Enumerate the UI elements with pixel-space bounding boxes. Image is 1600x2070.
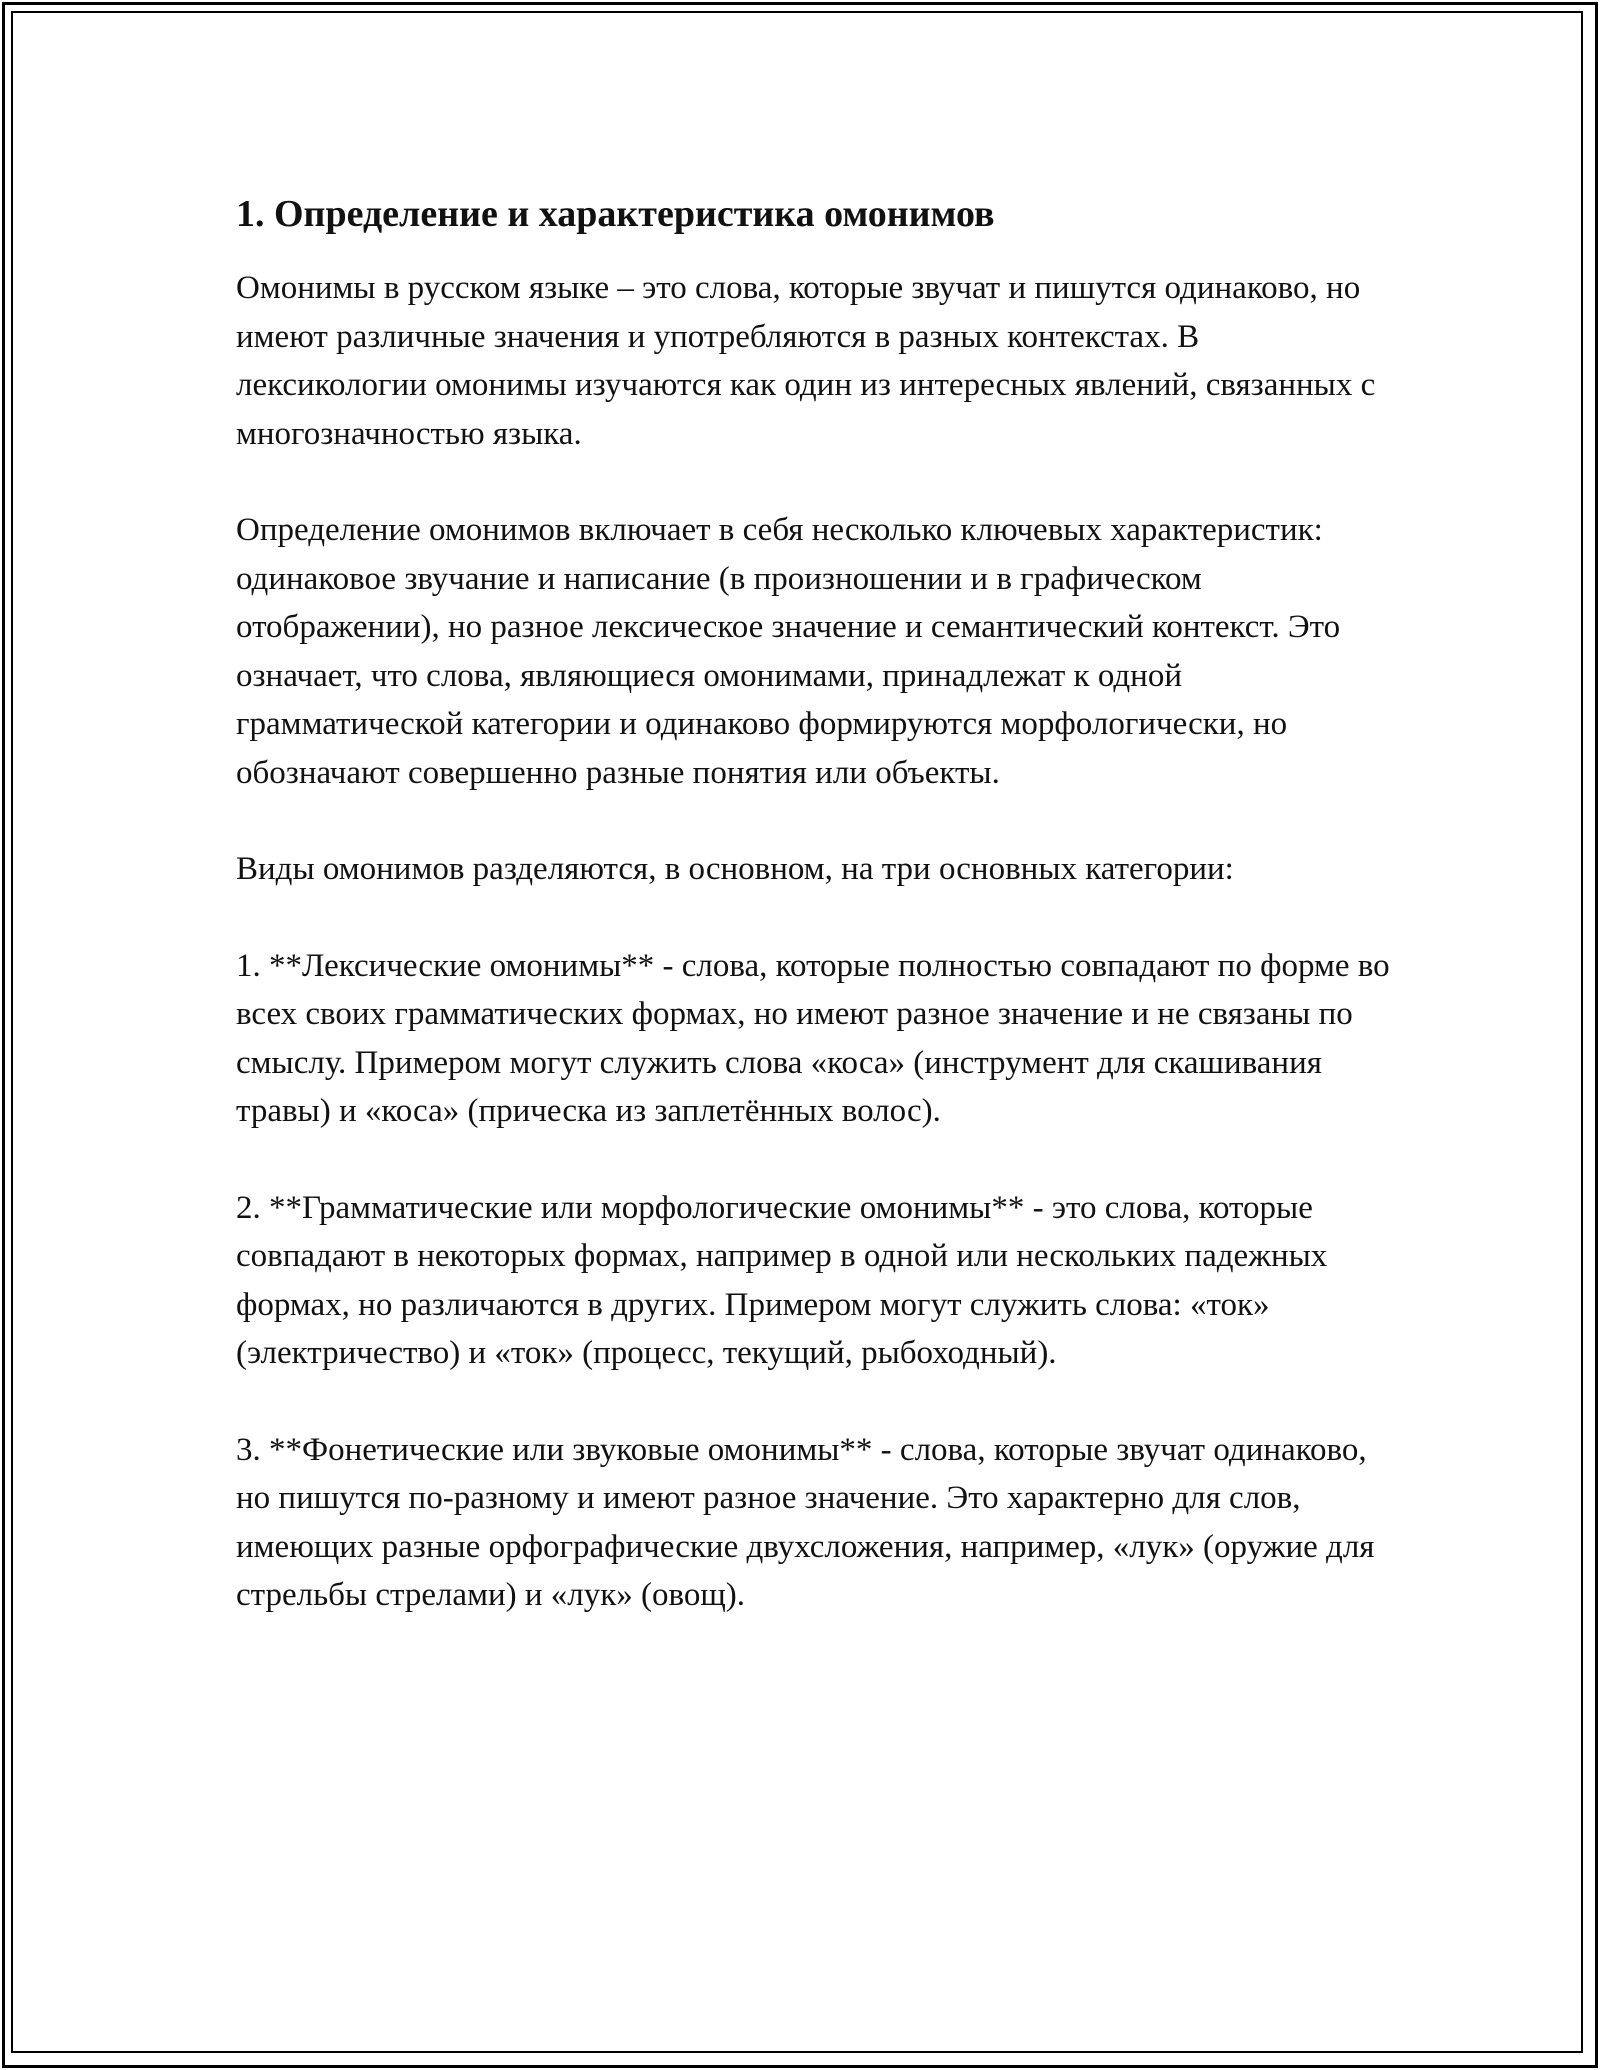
- paragraph-intro: Омонимы в русском языке – это слова, которые звучат и пишутся одинаково, но имеют различные значения и употребляются в разных контекстах. В лексикологии омонимы изучаются как один из интересных явлений, связанных с многозначностью языка.: [236, 270, 1376, 452]
- paragraph-definition: Определение омонимов включает в себя несколько ключевых характеристик: одинаковое звучание и написание (в произношении и в графическом отображении), но разное лексическое значение и семантический контекст. Это означает, что слова, являющиеся омонимами, принадлежат к одной грамматической категории и одинаково формируются морфологически, но обозначают совершенно разные понятия или объекты.: [236, 512, 1341, 791]
- paragraph-lexical-homonyms: 1. **Лексические омонимы** - слова, которые полностью совпадают по форме во всех своих грамматических формах, но имеют разное значение и не связаны по смыслу. Примером могут служить слова «коса» (инструмент для скашивания травы) и «коса» (прическа из заплетённых волос).: [236, 947, 1390, 1129]
- paragraph-grammatical-homonyms: 2. **Грамматические или морфологические омонимы** - это слова, которые совпадают в некоторых формах, например в одной или нескольких падежных формах, но различаются в других. Примером могут служить слова: «ток» (электричество) и «ток» (процесс, текущий, рыбоходный).: [236, 1189, 1328, 1371]
- section-heading: 1. Определение и характеристика омонимов: [236, 193, 995, 235]
- document-content: [236, 190, 1396, 1668]
- paragraph-types-intro: Виды омонимов разделяются, в основном, на три основных категории:: [236, 851, 1234, 887]
- paragraph-phonetic-homonyms: 3. **Фонетические или звуковые омонимы** - слова, которые звучат одинаково, но пишутся по-разному и имеют разное значение. Это характерно для слов, имеющих разные орфографические двухсложения, например, «лук» (оружие для стрельбы стрелами) и «лук» (овощ).: [236, 1431, 1375, 1613]
